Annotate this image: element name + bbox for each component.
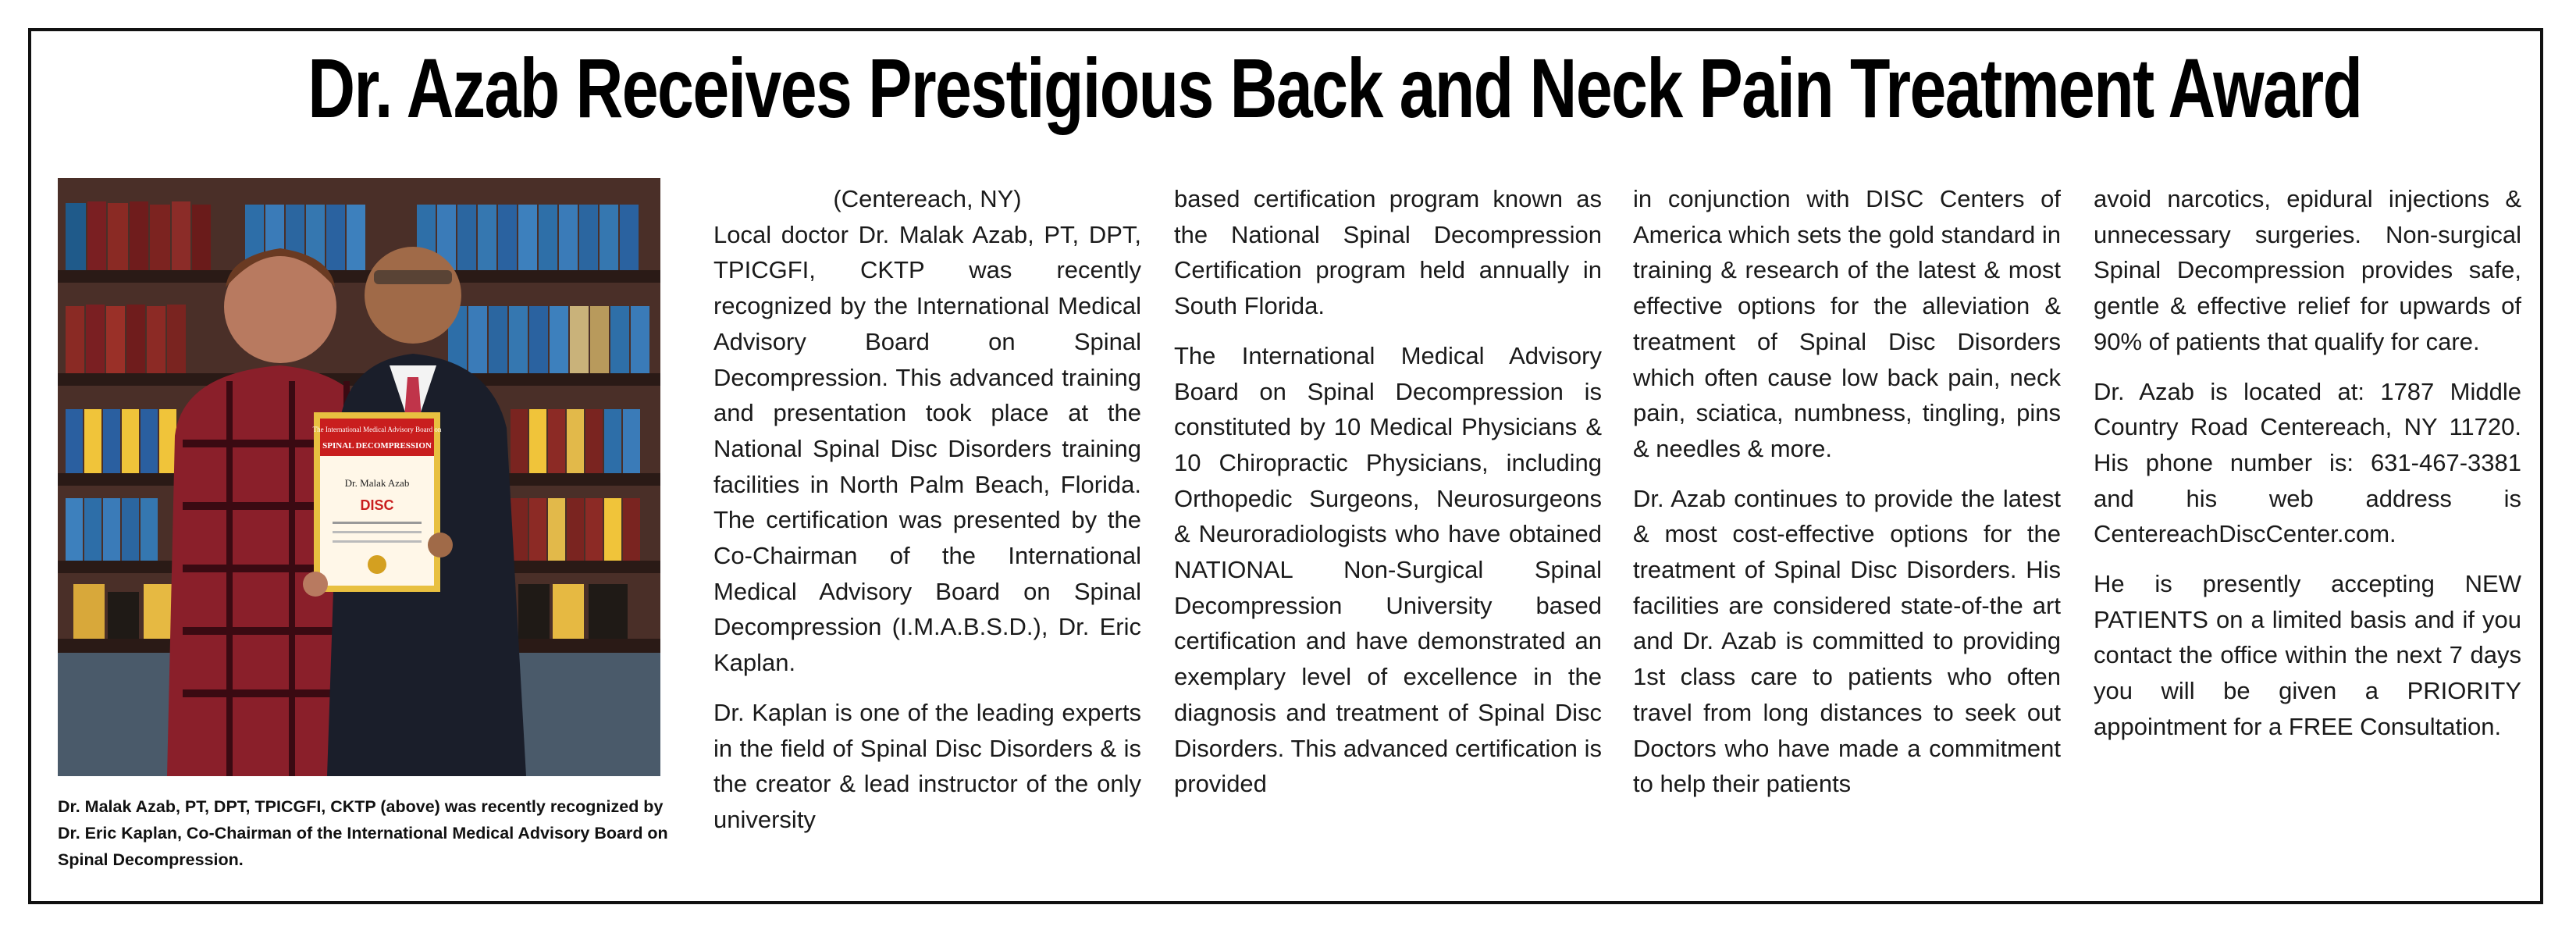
article-column-2 — [1174, 181, 1602, 816]
paragraph: Dr. Azab continues to provide the latest & most cost-effective options for the treatment of Spinal Disc Disorders. His facilities are considered state-of-the art and Dr. Azab is committed to providing 1st class care to patients who often travel from long distances to seek out Doctors who have made a commitment to help their patients — [1633, 484, 2061, 798]
paragraph: in conjunction with DISC Centers of America which sets the gold standard in training & research of the latest & most effective options for the alleviation & treatment of Spinal Disc Disorders which often cause low back pain, neck pain, sciatica, numbness, tingling, pins & needles & more. — [1633, 185, 2061, 462]
certificate-title: SPINAL DECOMPRESSION — [322, 441, 432, 451]
article-column-4 — [2094, 181, 2521, 759]
certificate-header: The International Medical Advisory Board on — [312, 426, 442, 433]
paragraph: based certification program known as the National Spinal Decompression Certification program held annually in South Florida. — [1174, 185, 1602, 320]
certificate-logo: DISC — [360, 497, 394, 513]
paragraph: avoid narcotics, epidural injections & unnecessary surgeries. Non-surgical Spinal Decompression provides safe, gentle & effective relief for upwards of 90% of patients that qualify for care. — [2094, 185, 2521, 355]
paragraph: Dr. Azab is located at: 1787 Middle Country Road Centereach, NY 11720. His phone number is: 631-467-3381 and his web address is CentereachDiscCenter.com. — [2094, 377, 2521, 548]
paragraph: He is presently accepting NEW PATIENTS on a limited basis and if you contact the office within the next 7 days you will be given a PRIORITY appointment for a FREE Consultation. — [2094, 570, 2521, 740]
dateline: (Centereach, NY) — [833, 185, 1022, 212]
article-column-1 — [713, 181, 1141, 852]
photo-caption: Dr. Malak Azab, PT, DPT, TPICGFI, CKTP (above) was recently recognized by Dr. Eric Kaplan, Co-Chairman of the International Medical Advisory Board on Spinal Decompression. — [58, 797, 668, 869]
article-column-3 — [1633, 181, 2061, 816]
paragraph: Dr. Kaplan is one of the leading experts in the field of Spinal Disc Disorders & is the creator & lead instructor of the only university — [713, 698, 1141, 833]
award-photo — [58, 178, 660, 776]
certificate-name: Dr. Malak Azab — [344, 477, 410, 489]
paragraph: Local doctor Dr. Malak Azab, PT, DPT, TPICGFI, CKTP was recently recognized by the International Medical Advisory Board on Spinal Decompression. This advanced training and presentation took place at the National Spinal Disc Disorders training facilities in North Palm Beach, Florida. The certification was presented by the Co-Chairman of the International Medical Advisory Board on Spinal Decompression (I.M.A.B.S.D.), Dr. Eric Kaplan. — [713, 220, 1141, 677]
photo-illustration — [58, 178, 660, 776]
paragraph: The International Medical Advisory Board on Spinal Decompression is constituted by 10 Medical Physicians & 10 Chiropractic Physicians, including Orthopedic Surgeons, Neurosurgeons & Neuroradiologists who have obtained NATIONAL Non-Surgical Spinal Decompression University based certification and have demonstrated an exemplary level of excellence in the diagnosis and treatment of Spinal Disc Disorders. This advanced certification is provided — [1174, 341, 1602, 798]
headline: Dr. Azab Receives Prestigious Back and Neck Pain Treatment Award — [308, 41, 2362, 135]
